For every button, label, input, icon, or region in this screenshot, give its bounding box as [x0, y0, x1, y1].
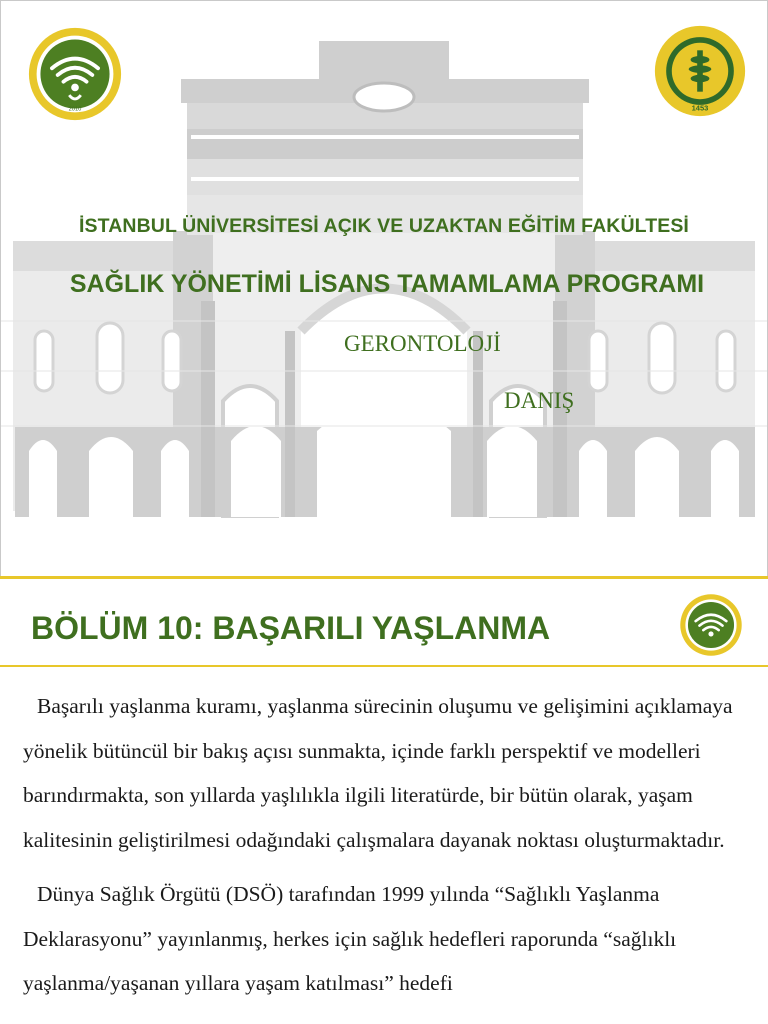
- cover-subtitle: DANIŞ: [504, 388, 575, 413]
- faculty-title: İSTANBUL ÜNİVERSİTESİ AÇIK VE UZAKTAN EĞİTİM FAKÜLTESİ: [79, 215, 689, 237]
- chapter-title: BÖLÜM 10: BAŞARILI YAŞLANMA: [31, 610, 551, 646]
- seal-year: 1453: [691, 103, 709, 113]
- istanbul-university-seal: [653, 24, 747, 118]
- paragraph: Başarılı yaşlanma kuramı, yaşlanma sürecinin oluşumu ve gelişimini açıklamaya yönelik bütüncül bir bakış açısı sunmakta, içinde farklı perspektif ve modelleri barındırmakta, son yıllarda yaşlılıkla ilgili literatürde, bir bütün olarak, yaşam kalitesinin geliştirilmesi odağındaki çalışmalara dayanak noktası oluşturmaktadır.: [23, 694, 733, 852]
- chapter-body: [23, 684, 745, 1016]
- slide-divider: [0, 576, 768, 579]
- title-underline: [0, 665, 768, 667]
- aof-logo-year: 2010: [68, 106, 82, 113]
- paragraph: Dünya Sağlık Örgütü (DSÖ) tarafından 1999 yılında “Sağlıklı Yaşlanma Deklarasyonu” yayınlanmış, herkes için sağlık hedefleri raporunda “sağlıklı yaşlanma/yaşanan yıllara yaşam katılması” hedefi: [23, 882, 677, 995]
- aof-logo: [27, 26, 123, 122]
- aof-logo-small: [679, 593, 743, 657]
- course-name: GERONTOLOJİ: [344, 331, 501, 356]
- program-title: SAĞLIK YÖNETİMİ LİSANS TAMAMLAMA PROGRAMI: [69, 270, 705, 298]
